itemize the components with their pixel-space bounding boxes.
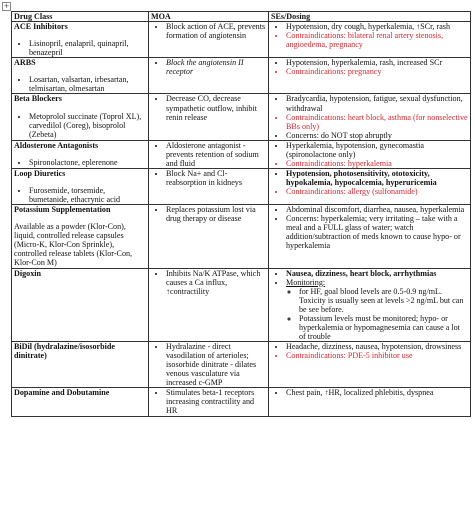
moa-item: • Block the angiotensin II receptor xyxy=(166,58,266,76)
se-item: • Nausea, dizziness, heart block, arrhythmias xyxy=(286,269,468,278)
drug-list: • Lisinopril, enalapril, quinapril, benazepril xyxy=(29,39,146,57)
drug-list: • Metoprolol succinate (Toprol XL), carvedilol (Coreg), bisoprolol (Zebeta) xyxy=(29,112,146,139)
drug-class-name: Potassium Supplementation xyxy=(14,205,111,215)
concern-item: • Concerns: do NOT stop abruptly xyxy=(286,131,468,140)
drug-class-name: Dopamine and Dobutamine xyxy=(14,388,110,398)
moa-item: • Stimulates beta-1 receptors increasing contractility and HR xyxy=(166,388,266,415)
contraindication-item: • Contraindications: hyperkalemia xyxy=(286,159,468,168)
table-row xyxy=(12,168,471,204)
table-row xyxy=(12,205,471,268)
se-item: • Abdominal discomfort, diarrhea, nausea, hyperkalemia xyxy=(286,205,468,214)
drug-class-name: ARBS xyxy=(14,58,36,68)
moa-item: • Block Na+ and Cl- reabsorption in kidneys xyxy=(166,169,266,187)
table-row xyxy=(12,342,471,388)
contraindication-item: • Contraindications: bilateral renal artery stenosis, angioedema, pregnancy xyxy=(286,31,468,49)
header-moa: MOA xyxy=(149,12,269,22)
drug-list: • Losartan, valsartan, irbesartan, telmisartan, olmesartan xyxy=(29,75,146,93)
header-drug-class: Drug Class xyxy=(12,12,149,22)
se-item: • Hypotension, photosensitivity, ototoxicity, hypokalemia, hypocalcemia, hyperuricemia xyxy=(286,169,468,187)
drug-class-name: Aldosterone Antagonists xyxy=(14,140,99,150)
moa-item: • Hydralazine - direct vasodilation of arterioles; isosorbide dinitrate - dilates venous vasculature via increased c-GMP xyxy=(166,342,266,387)
table-row xyxy=(12,22,471,58)
monitoring-item: ◦ for HF, goal blood levels are 0.5-0.9 ng/mL. Toxicity is usually seen at levels >2 ng/mL but can be see before. xyxy=(299,287,468,314)
table-header-row xyxy=(12,12,471,22)
moa-item: • Replaces potassium lost via drug therapy or disease xyxy=(166,205,266,223)
moa-item: • Block action of ACE, prevents formation of angiotensin xyxy=(166,22,266,40)
se-item: • Hypotension, dry cough, hyperkalemia, ↑SCr, rash xyxy=(286,22,468,31)
table-row xyxy=(12,268,471,342)
se-item: • Headache, dizziness, nausea, hypotension, drowsiness xyxy=(286,342,468,351)
drug-class-name: Loop Diuretics xyxy=(14,168,66,178)
moa-item: • Decrease CO, decrease sympathetic outflow, inhibit renin release xyxy=(166,94,266,121)
contraindication-item: • Contraindications: PDE-5 inhibitor use xyxy=(286,351,468,360)
table-row xyxy=(12,388,471,416)
drug-list: • Furosemide, torsemide, bumetanide, ethacrynic acid xyxy=(29,186,146,204)
drug-class-name: BiDil (hydralazine/isosorbide dinitrate) xyxy=(14,342,115,361)
monitoring-label: • Monitoring: xyxy=(286,278,468,287)
moa-item: • Inhibits Na/K ATPase, which causes a Ca influx, ↑contractility xyxy=(166,269,266,296)
contraindication-item: • Contraindications: pregnancy xyxy=(286,67,468,76)
se-item: • Chest pain, ↑HR, localized phlebitis, dyspnea xyxy=(286,388,468,397)
contraindication-item: • Contraindications: allergy (sulfonamide) xyxy=(286,187,468,196)
table-row xyxy=(12,94,471,140)
table-row xyxy=(12,58,471,94)
drug-class-name: Digoxin xyxy=(14,268,41,278)
drug-list: • Spironolactone, eplerenone xyxy=(29,158,146,167)
drug-class-name: ACE Inhibitors xyxy=(14,22,68,32)
formulation-note: Available as a powder (Klor-Con), liquid, controlled release capsules (Micro-K, Klor-Con Sprinkle), controlled release tablets (Klor-Con, Klor-Con M) xyxy=(14,222,133,268)
se-item: • Hypotension, hyperkalemia, rash, increased SCr xyxy=(286,58,468,67)
se-item: • Hyperkalemia, hypotension, gynecomastia (spironolactone only) xyxy=(286,141,468,159)
table-row xyxy=(12,140,471,168)
contraindication-item: • Contraindications: heart block, asthma (for nonselective BBs only) xyxy=(286,113,468,131)
se-item: • Bradycardia, hypotension, fatigue, sexual dysfunction, withdrawal xyxy=(286,94,468,112)
monitoring-item: ◦ Potassium levels must be monitored; hypo- or hyperkalemia or hypomagnesemia can cause a lot of trouble xyxy=(299,314,468,341)
drug-table xyxy=(11,11,471,417)
moa-item: • Aldosterone antagonist - prevents retention of sodium and fluid xyxy=(166,141,266,168)
drug-class-name: Beta Blockers xyxy=(14,94,62,104)
move-handle-icon[interactable]: + xyxy=(3,2,10,10)
concern-item: • Concerns: hyperkalemia; very irritating – take with a meal and a FULL glass of water; watch addition/subtraction of meds known to cause hypo- or hyperkalemia xyxy=(286,214,468,250)
header-ses-dosing: SEs/Dosing xyxy=(269,12,471,22)
